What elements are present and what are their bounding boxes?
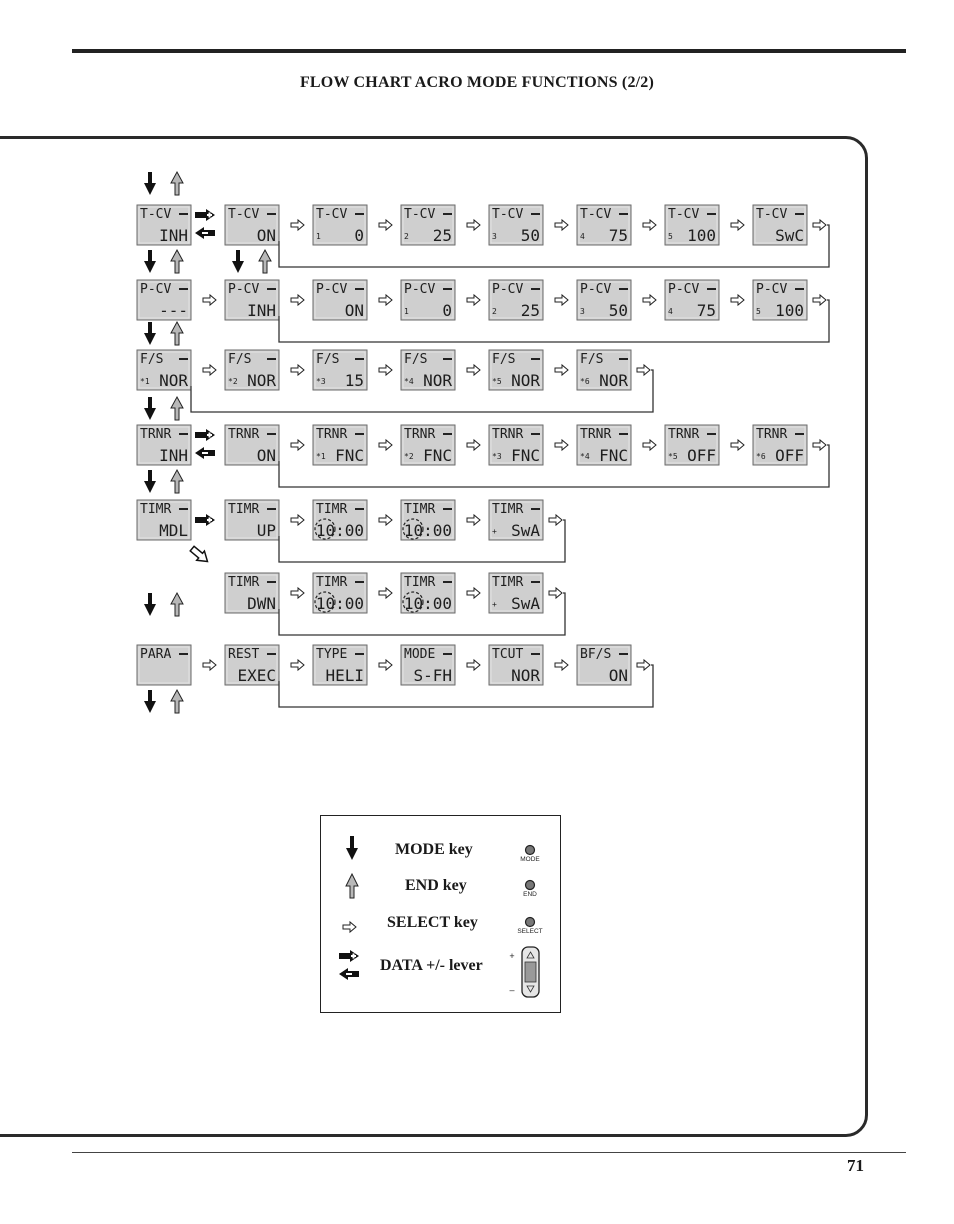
lcd-index-label: *6 <box>756 452 766 461</box>
mode-arrow <box>144 397 156 420</box>
lcd-value-label: FNC <box>599 446 628 465</box>
lcd-index-label: *3 <box>316 377 326 386</box>
select-arrow <box>291 588 304 598</box>
lcd-value-label: NOR <box>511 666 540 685</box>
lcd-value-label: SwA <box>511 521 540 540</box>
lcd-value-label: S-FH <box>413 666 452 685</box>
lever-plus-sign: + <box>509 951 515 961</box>
end-arrow <box>171 690 183 713</box>
end-arrow <box>171 470 183 493</box>
lcd-top-label: TYPE <box>316 647 348 662</box>
lcd-value-label: ON <box>608 666 628 685</box>
lcd-screen <box>665 425 719 465</box>
lcd-screen <box>577 205 631 245</box>
lcd-value-label: 15 <box>344 371 364 390</box>
lcd-index-label: + <box>492 600 497 609</box>
select-arrow <box>555 660 568 670</box>
end-arrow <box>171 250 183 273</box>
lcd-top-label: T-CV <box>404 207 436 222</box>
lcd-value-label: INH <box>159 226 188 245</box>
select-arrow <box>467 660 480 670</box>
lcd-screen <box>401 280 455 320</box>
data-lever-arrows <box>195 209 215 239</box>
lcd-screen <box>313 350 367 390</box>
select-arrow <box>467 440 480 450</box>
lcd-top-label: TRNR <box>228 427 260 442</box>
select-arrow <box>203 295 216 305</box>
lcd-index-label: *5 <box>492 377 502 386</box>
lcd-screen <box>577 280 631 320</box>
legend-select-key: SELECT key <box>387 914 478 931</box>
mode-arrow <box>144 250 156 273</box>
lcd-value-label: ON <box>344 301 364 320</box>
lcd-top-label: F/S <box>404 352 428 367</box>
lcd-top-label: TIMR <box>140 502 172 517</box>
lcd-index-label: *1 <box>316 452 326 461</box>
select-arrow <box>813 220 826 230</box>
lcd-top-label: P-CV <box>316 282 348 297</box>
select-arrow <box>379 295 392 305</box>
select-arrow <box>467 365 480 375</box>
lcd-value-label: INH <box>159 446 188 465</box>
lcd-top-label: P-CV <box>404 282 436 297</box>
mode-button-caption: MODE <box>520 856 540 863</box>
lcd-value-label: 10:00 <box>403 594 452 613</box>
lcd-value-label: ON <box>256 226 276 245</box>
lcd-screen <box>225 425 279 465</box>
select-arrow <box>467 295 480 305</box>
lcd-value-label: NOR <box>511 371 540 390</box>
lcd-top-label: F/S <box>316 352 340 367</box>
lcd-index-label: *5 <box>668 452 678 461</box>
select-arrow <box>555 295 568 305</box>
lcd-screen <box>225 573 279 613</box>
select-arrow <box>379 440 392 450</box>
lcd-value-label: SwC <box>775 226 804 245</box>
lcd-index-label: 5 <box>756 307 761 316</box>
lcd-index-label: *4 <box>404 377 414 386</box>
lcd-screen <box>401 350 455 390</box>
select-arrow <box>291 440 304 450</box>
lcd-value-label: 75 <box>696 301 716 320</box>
lcd-value-label: 10:00 <box>315 594 364 613</box>
lcd-value-label: EXEC <box>237 666 276 685</box>
legend-end-key: END key <box>405 877 467 894</box>
lcd-top-label: REST <box>228 647 260 662</box>
select-arrow <box>637 660 650 670</box>
lcd-top-label: T-CV <box>668 207 700 222</box>
lcd-index-label: 4 <box>580 232 585 241</box>
lcd-screen <box>401 425 455 465</box>
lcd-value-label: MDL <box>159 521 188 540</box>
lcd-index-label: 1 <box>316 232 321 241</box>
lcd-top-label: TRNR <box>316 427 348 442</box>
end-arrow <box>171 322 183 345</box>
mode-button-icon <box>526 846 535 855</box>
data-lever-arrows <box>195 429 215 459</box>
lcd-top-label: TRNR <box>404 427 436 442</box>
lcd-value-label: 25 <box>520 301 540 320</box>
select-arrow <box>555 440 568 450</box>
select-arrow <box>637 365 650 375</box>
lcd-screen <box>137 425 191 465</box>
select-arrow <box>813 295 826 305</box>
select-arrow <box>549 515 562 525</box>
lcd-screen <box>753 280 807 320</box>
select-arrow <box>549 588 562 598</box>
lcd-value-label: NOR <box>247 371 276 390</box>
lcd-top-label: F/S <box>140 352 164 367</box>
lcd-top-label: TRNR <box>140 427 172 442</box>
lcd-screen <box>577 425 631 465</box>
mode-arrow <box>144 172 156 195</box>
lcd-top-label: PARA <box>140 647 172 662</box>
select-arrow <box>379 660 392 670</box>
end-arrow <box>171 172 183 195</box>
lcd-screen <box>225 500 279 540</box>
select-arrow <box>643 440 656 450</box>
select-arrow <box>643 220 656 230</box>
lcd-value-label: 0 <box>442 301 452 320</box>
lcd-value-label: SwA <box>511 594 540 613</box>
lcd-value-label: 25 <box>432 226 452 245</box>
lcd-screen <box>137 645 191 685</box>
select-arrow <box>813 440 826 450</box>
select-arrow <box>291 365 304 375</box>
lcd-index-label: 1 <box>404 307 409 316</box>
lcd-value-label: 100 <box>775 301 804 320</box>
lcd-top-label: TIMR <box>316 502 348 517</box>
lcd-value-label: 10:00 <box>403 521 452 540</box>
select-arrow <box>291 220 304 230</box>
lcd-index-label: *6 <box>580 377 590 386</box>
lcd-value-label: 100 <box>687 226 716 245</box>
mode-arrow <box>144 322 156 345</box>
lcd-index-label: 3 <box>580 307 585 316</box>
lcd-screen <box>577 350 631 390</box>
lcd-screen <box>577 645 631 685</box>
page-title: FLOW CHART ACRO MODE FUNCTIONS (2/2) <box>299 74 655 91</box>
lcd-top-label: T-CV <box>580 207 612 222</box>
bottom-rule <box>72 1152 906 1153</box>
lcd-screen <box>489 500 543 540</box>
mode-arrow <box>232 250 244 273</box>
legend-mode-key: MODE key <box>395 841 473 858</box>
end-button-caption: END <box>523 891 537 898</box>
lcd-top-label: T-CV <box>316 207 348 222</box>
select-arrow <box>291 515 304 525</box>
mode-arrow <box>144 470 156 493</box>
lcd-top-label: TIMR <box>228 575 260 590</box>
lcd-value-label: ON <box>256 446 276 465</box>
lcd-index-label: 3 <box>492 232 497 241</box>
lcd-value-label: FNC <box>511 446 540 465</box>
lcd-top-label: T-CV <box>140 207 172 222</box>
select-key-icon <box>343 922 356 932</box>
lcd-top-label: T-CV <box>492 207 524 222</box>
end-arrow <box>171 397 183 420</box>
lcd-top-label: MODE <box>404 647 436 662</box>
select-arrow <box>379 588 392 598</box>
lcd-screen <box>313 425 367 465</box>
data-plus-icon <box>339 950 359 962</box>
lcd-top-label: F/S <box>228 352 252 367</box>
lcd-index-label: *4 <box>580 452 590 461</box>
end-key-icon <box>346 874 358 898</box>
lcd-screen <box>401 573 455 613</box>
lcd-screen <box>665 280 719 320</box>
lcd-top-label: TIMR <box>492 575 524 590</box>
lcd-top-label: TRNR <box>756 427 788 442</box>
lcd-screen <box>489 350 543 390</box>
select-arrow <box>731 440 744 450</box>
lcd-screen <box>489 280 543 320</box>
select-arrow <box>643 295 656 305</box>
mode-arrow <box>144 593 156 616</box>
lcd-index-label: 4 <box>668 307 673 316</box>
lcd-screen <box>401 500 455 540</box>
lcd-top-label: F/S <box>492 352 516 367</box>
lcd-value-label: 50 <box>520 226 540 245</box>
select-arrow <box>731 220 744 230</box>
lcd-screen <box>489 205 543 245</box>
lcd-value-label: OFF <box>687 446 716 465</box>
lcd-top-label: P-CV <box>580 282 612 297</box>
lcd-value-label: FNC <box>423 446 452 465</box>
lcd-value-label: 50 <box>608 301 628 320</box>
legend-data-lever: DATA +/- lever <box>380 957 483 974</box>
lcd-index-label: *3 <box>492 452 502 461</box>
lcd-value-label: FNC <box>335 446 364 465</box>
end-button-icon <box>526 881 535 890</box>
lcd-index-label: + <box>492 527 497 536</box>
lcd-value-label: OFF <box>775 446 804 465</box>
lcd-screen <box>225 350 279 390</box>
lcd-top-label: TIMR <box>492 502 524 517</box>
lcd-value-label: NOR <box>159 371 188 390</box>
lcd-top-label: TRNR <box>668 427 700 442</box>
lcd-top-label: F/S <box>580 352 604 367</box>
lcd-index-label: 5 <box>668 232 673 241</box>
mode-arrow <box>144 690 156 713</box>
lcd-screen <box>489 645 543 685</box>
lcd-screen <box>401 205 455 245</box>
data-plus-arrow <box>195 514 215 526</box>
lcd-screen <box>313 573 367 613</box>
lcd-value-label: HELI <box>325 666 364 685</box>
lcd-top-label: P-CV <box>668 282 700 297</box>
lcd-index-label: *2 <box>404 452 414 461</box>
lcd-screen <box>489 573 543 613</box>
select-arrow <box>379 220 392 230</box>
mode-key-icon <box>346 836 358 860</box>
lcd-value-label: NOR <box>599 371 628 390</box>
lcd-top-label: TIMR <box>404 575 436 590</box>
select-arrow <box>467 515 480 525</box>
lcd-top-label: TIMR <box>228 502 260 517</box>
select-arrow <box>467 588 480 598</box>
lcd-screen <box>753 205 807 245</box>
select-button-icon <box>526 918 535 927</box>
lcd-screen <box>489 425 543 465</box>
lcd-value-label: UP <box>256 521 276 540</box>
end-arrow <box>259 250 271 273</box>
lcd-top-label: P-CV <box>140 282 172 297</box>
lcd-value-label: NOR <box>423 371 452 390</box>
lcd-value-label: DWN <box>247 594 276 613</box>
select-arrow <box>379 365 392 375</box>
lcd-screen <box>313 280 367 320</box>
select-button-caption: SELECT <box>517 928 543 935</box>
lcd-index-label: 2 <box>404 232 409 241</box>
lcd-value-label: 75 <box>608 226 628 245</box>
lever-minus-sign: – <box>509 985 515 995</box>
select-arrow <box>555 365 568 375</box>
lcd-screen <box>401 645 455 685</box>
lcd-value-label: 10:00 <box>315 521 364 540</box>
lcd-index-label: 2 <box>492 307 497 316</box>
lcd-screen <box>137 350 191 390</box>
lcd-top-label: P-CV <box>228 282 260 297</box>
lcd-value-label: 0 <box>354 226 364 245</box>
lcd-screen <box>225 205 279 245</box>
page-number: 71 <box>847 1156 864 1175</box>
lcd-top-label: P-CV <box>756 282 788 297</box>
lcd-top-label: TRNR <box>492 427 524 442</box>
lcd-screen <box>753 425 807 465</box>
data-minus-diagonal-arrow <box>188 544 211 566</box>
lcd-top-label: T-CV <box>228 207 260 222</box>
lcd-top-label: T-CV <box>756 207 788 222</box>
lcd-screen <box>665 205 719 245</box>
lcd-top-label: BF/S <box>580 647 612 662</box>
select-arrow <box>291 295 304 305</box>
lcd-top-label: TRNR <box>580 427 612 442</box>
lcd-screen <box>137 280 191 320</box>
legend-box <box>320 815 561 1013</box>
lcd-screen <box>225 280 279 320</box>
lcd-top-label: TCUT <box>492 647 524 662</box>
lcd-screen <box>137 500 191 540</box>
select-arrow <box>555 220 568 230</box>
lcd-screen <box>313 645 367 685</box>
lcd-index-label: *1 <box>140 377 150 386</box>
lcd-screen <box>313 205 367 245</box>
lcd-top-label: TIMR <box>404 502 436 517</box>
lcd-value-label: --- <box>159 301 188 320</box>
lcd-top-label: P-CV <box>492 282 524 297</box>
select-arrow <box>467 220 480 230</box>
lcd-screen <box>313 500 367 540</box>
lcd-top-label: TIMR <box>316 575 348 590</box>
select-arrow <box>203 660 216 670</box>
lcd-index-label: *2 <box>228 377 238 386</box>
select-arrow <box>203 365 216 375</box>
select-arrow <box>731 295 744 305</box>
data-minus-icon <box>339 968 359 980</box>
end-arrow <box>171 593 183 616</box>
select-arrow <box>379 515 392 525</box>
lcd-value-label: INH <box>247 301 276 320</box>
lcd-screen <box>225 645 279 685</box>
select-arrow <box>291 660 304 670</box>
lcd-screen <box>137 205 191 245</box>
